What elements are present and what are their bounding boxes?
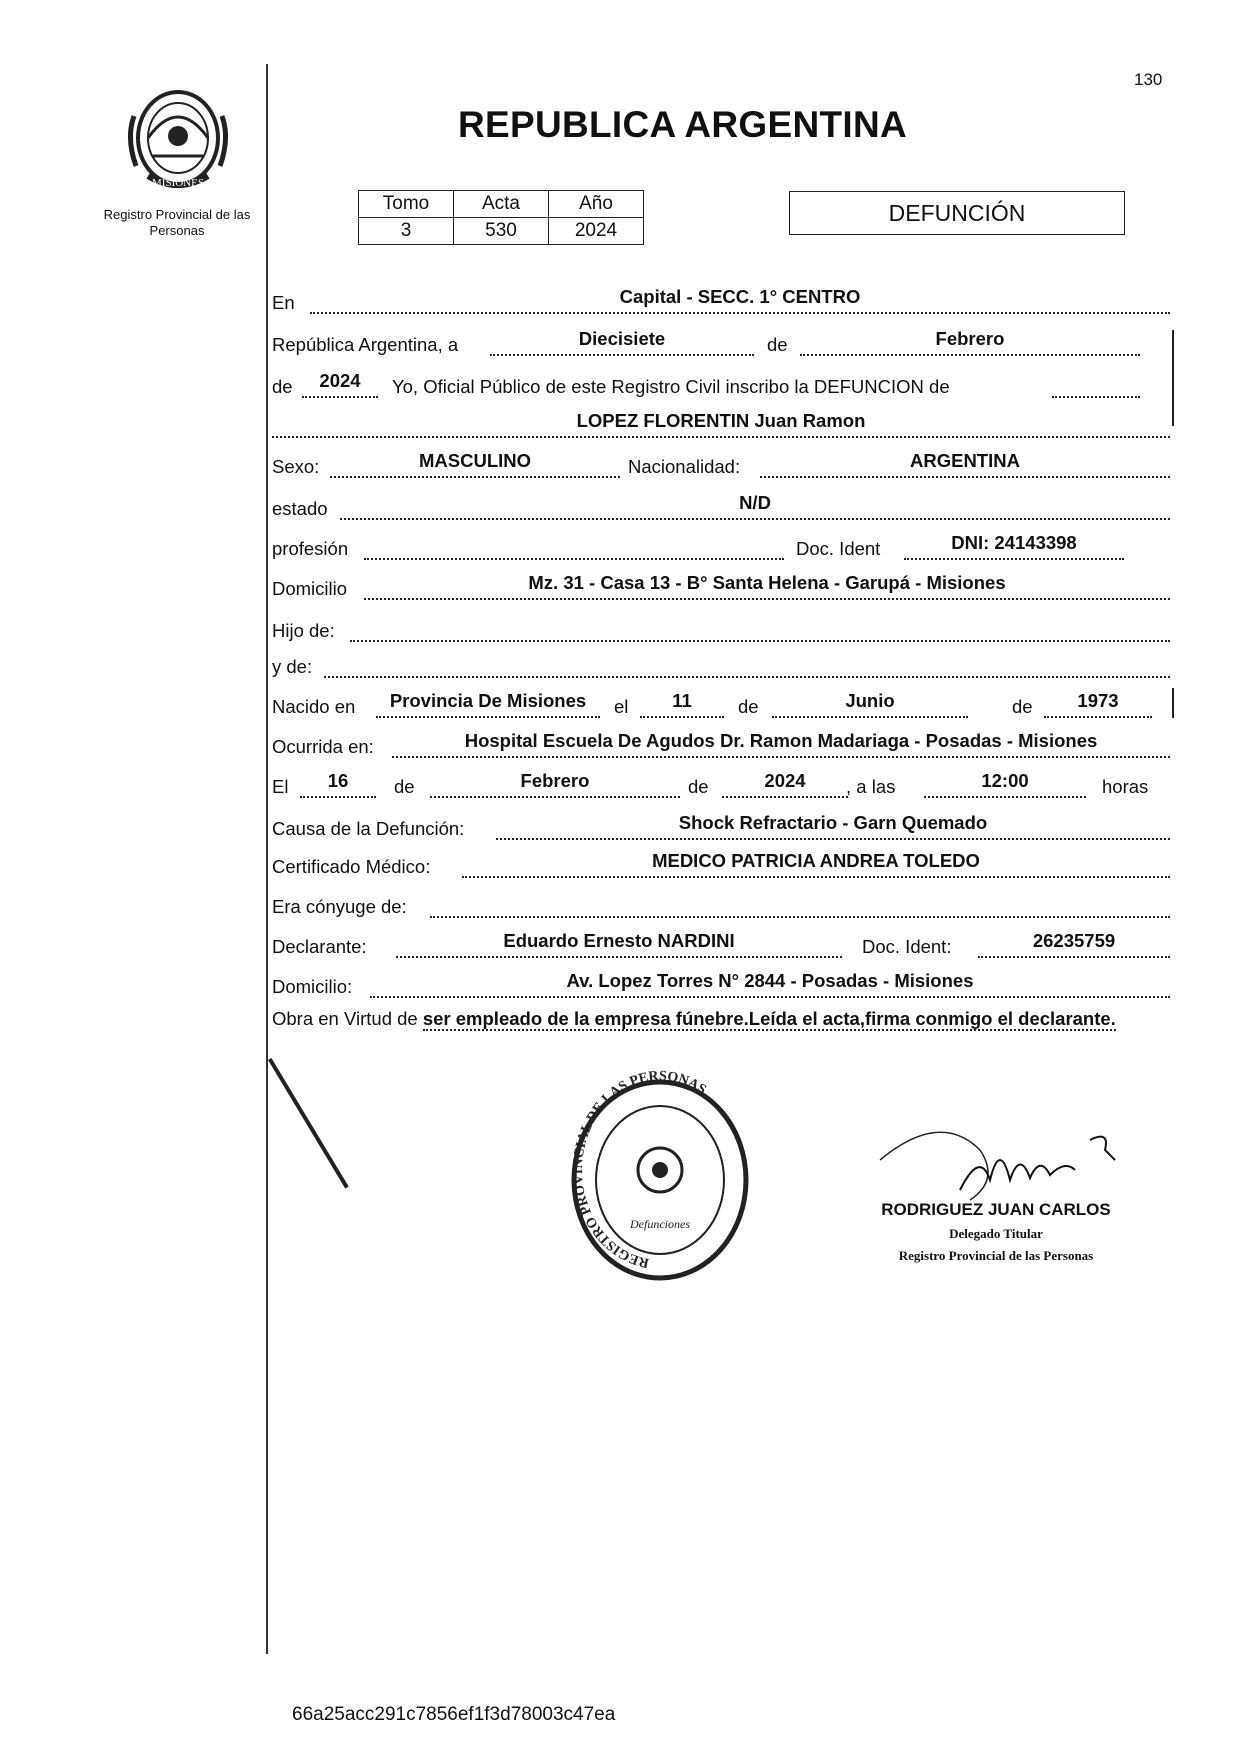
death-day: 16 [300, 770, 376, 798]
profesion-value [364, 532, 784, 560]
domicilio-row [272, 572, 1172, 604]
domicilio-value: Mz. 31 - Casa 13 - B° Santa Helena - Garupá - Misiones [364, 572, 1170, 600]
horas-label: horas [1102, 776, 1149, 797]
death-date-row [272, 770, 1172, 802]
tomo-value: 3 [359, 218, 454, 245]
y-de-value [324, 650, 1170, 678]
obra-paragraph [272, 1004, 1172, 1034]
declarante-label: Declarante: [272, 936, 367, 957]
declarante-doc-label: Doc. Ident: [862, 936, 952, 957]
deceased-name: LOPEZ FLORENTIN Juan Ramon [272, 410, 1170, 438]
date-row [272, 328, 1172, 360]
de-label: de [767, 334, 788, 355]
obra-label: Obra en Virtud de [272, 1008, 418, 1029]
seal-lettering: MISIONES [152, 177, 204, 189]
en-row [272, 286, 1172, 318]
death-el-label: El [272, 776, 289, 797]
certificado-row [272, 850, 1172, 882]
border-mark [1172, 688, 1174, 718]
birth-year: 1973 [1044, 690, 1152, 718]
nacido-value: Provincia De Misiones [376, 690, 600, 718]
tomo-header: Tomo [359, 191, 454, 218]
province-seal [118, 76, 238, 196]
day-words: Diecisiete [490, 328, 754, 356]
inscribo-fill [1052, 370, 1140, 398]
causa-label: Causa de la Defunción: [272, 818, 465, 839]
signatory-office: Registro Provincial de las Personas [898, 1248, 1094, 1263]
page-title: REPUBLICA ARGENTINA [458, 104, 908, 145]
certificado-label: Certificado Médico: [272, 856, 431, 877]
margin-rule [266, 64, 268, 1654]
registry-label: Registro Provincial de las Personas [103, 207, 251, 238]
signatory-name: RODRIGUEZ JUAN CARLOS [881, 1200, 1111, 1219]
certificado-value: MEDICO PATRICIA ANDREA TOLEDO [462, 850, 1170, 878]
death-de-label: de [394, 776, 415, 797]
en-label: En [272, 292, 295, 313]
anio-header: Año [549, 191, 644, 218]
ocurrida-label: Ocurrida en: [272, 736, 374, 757]
inscribo-text: Yo, Oficial Público de este Registro Civil inscribo la DEFUNCION de [392, 376, 950, 397]
doc-ident-value: DNI: 24143398 [904, 532, 1124, 560]
domicilio-label: Domicilio [272, 578, 348, 599]
estado-label: estado [272, 498, 328, 519]
nacido-row [272, 690, 1172, 722]
nacionalidad-value: ARGENTINA [760, 450, 1170, 478]
official-stamp [560, 1070, 760, 1290]
nacido-label: Nacido en [272, 696, 356, 717]
de-label-2: de [272, 376, 293, 397]
border-mark [1172, 330, 1174, 426]
doc-ident-label: Doc. Ident [796, 538, 881, 559]
inscribo-row [272, 370, 1172, 402]
hijo-row [272, 620, 1172, 646]
birth-de-label-2: de [1012, 696, 1033, 717]
y-de-label: y de: [272, 656, 313, 677]
el-label: el [614, 696, 629, 717]
birth-month: Junio [772, 690, 968, 718]
causa-row [272, 812, 1172, 844]
sexo-row [272, 450, 1172, 482]
conyuge-label: Era cónyuge de: [272, 896, 407, 917]
estado-row [272, 492, 1172, 524]
death-month: Febrero [430, 770, 680, 798]
acta-header: Acta [454, 191, 549, 218]
record-type: DEFUNCIÓN [789, 191, 1125, 235]
death-year: 2024 [722, 770, 848, 798]
nacionalidad-label: Nacionalidad: [628, 456, 741, 477]
declarante-domicilio-row [272, 970, 1172, 1002]
death-time: 12:00 [924, 770, 1086, 798]
stamp-inner-text: Defunciones [630, 1217, 690, 1231]
alas-label: , a las [846, 776, 896, 797]
birth-de-label: de [738, 696, 759, 717]
stamp-ring-text: REGISTRO PROVINCIAL DE LAS PERSONAS [570, 1070, 709, 1271]
y-de-row [272, 656, 1172, 682]
month-value: Febrero [800, 328, 1140, 356]
obra-value: ser empleado de la empresa fúnebre.Leída el acta,firma conmigo el declarante. [422, 1008, 1116, 1029]
page-number: 130 [1134, 70, 1163, 89]
estado-value: N/D [340, 492, 1170, 520]
acta-value: 530 [454, 218, 549, 245]
republica-label: República Argentina, a [272, 334, 459, 355]
sexo-value: MASCULINO [330, 450, 620, 478]
ocurrida-value: Hospital Escuela De Agudos Dr. Ramon Madariaga - Posadas - Misiones [392, 730, 1170, 758]
death-de-label-2: de [688, 776, 709, 797]
conyuge-value [430, 890, 1170, 918]
causa-value: Shock Refractario - Garn Quemado [496, 812, 1170, 840]
conyuge-row [272, 896, 1172, 922]
declarante-value: Eduardo Ernesto NARDINI [396, 930, 842, 958]
hijo-value [350, 614, 1170, 642]
name-row [272, 410, 1172, 442]
declarante-row [272, 930, 1172, 962]
profesion-row [272, 532, 1172, 564]
document-hash: 66a25acc291c7856ef1f3d78003c47ea [292, 1704, 616, 1725]
handwritten-signature [860, 1120, 1140, 1240]
hijo-label: Hijo de: [272, 620, 335, 641]
year-value: 2024 [302, 370, 378, 398]
profesion-label: profesión [272, 538, 349, 559]
cancel-slash [268, 1058, 349, 1189]
birth-day: 11 [640, 690, 724, 718]
ocurrida-row [272, 730, 1172, 762]
signatory-role: Delegado Titular [949, 1226, 1043, 1241]
anio-value: 2024 [549, 218, 644, 245]
en-value: Capital - SECC. 1° CENTRO [310, 286, 1170, 314]
declarante-dom-value: Av. Lopez Torres N° 2844 - Posadas - Misiones [370, 970, 1170, 998]
declarante-doc-value: 26235759 [978, 930, 1170, 958]
declarante-dom-label: Domicilio: [272, 976, 353, 997]
reference-table [358, 190, 644, 245]
sexo-label: Sexo: [272, 456, 320, 477]
